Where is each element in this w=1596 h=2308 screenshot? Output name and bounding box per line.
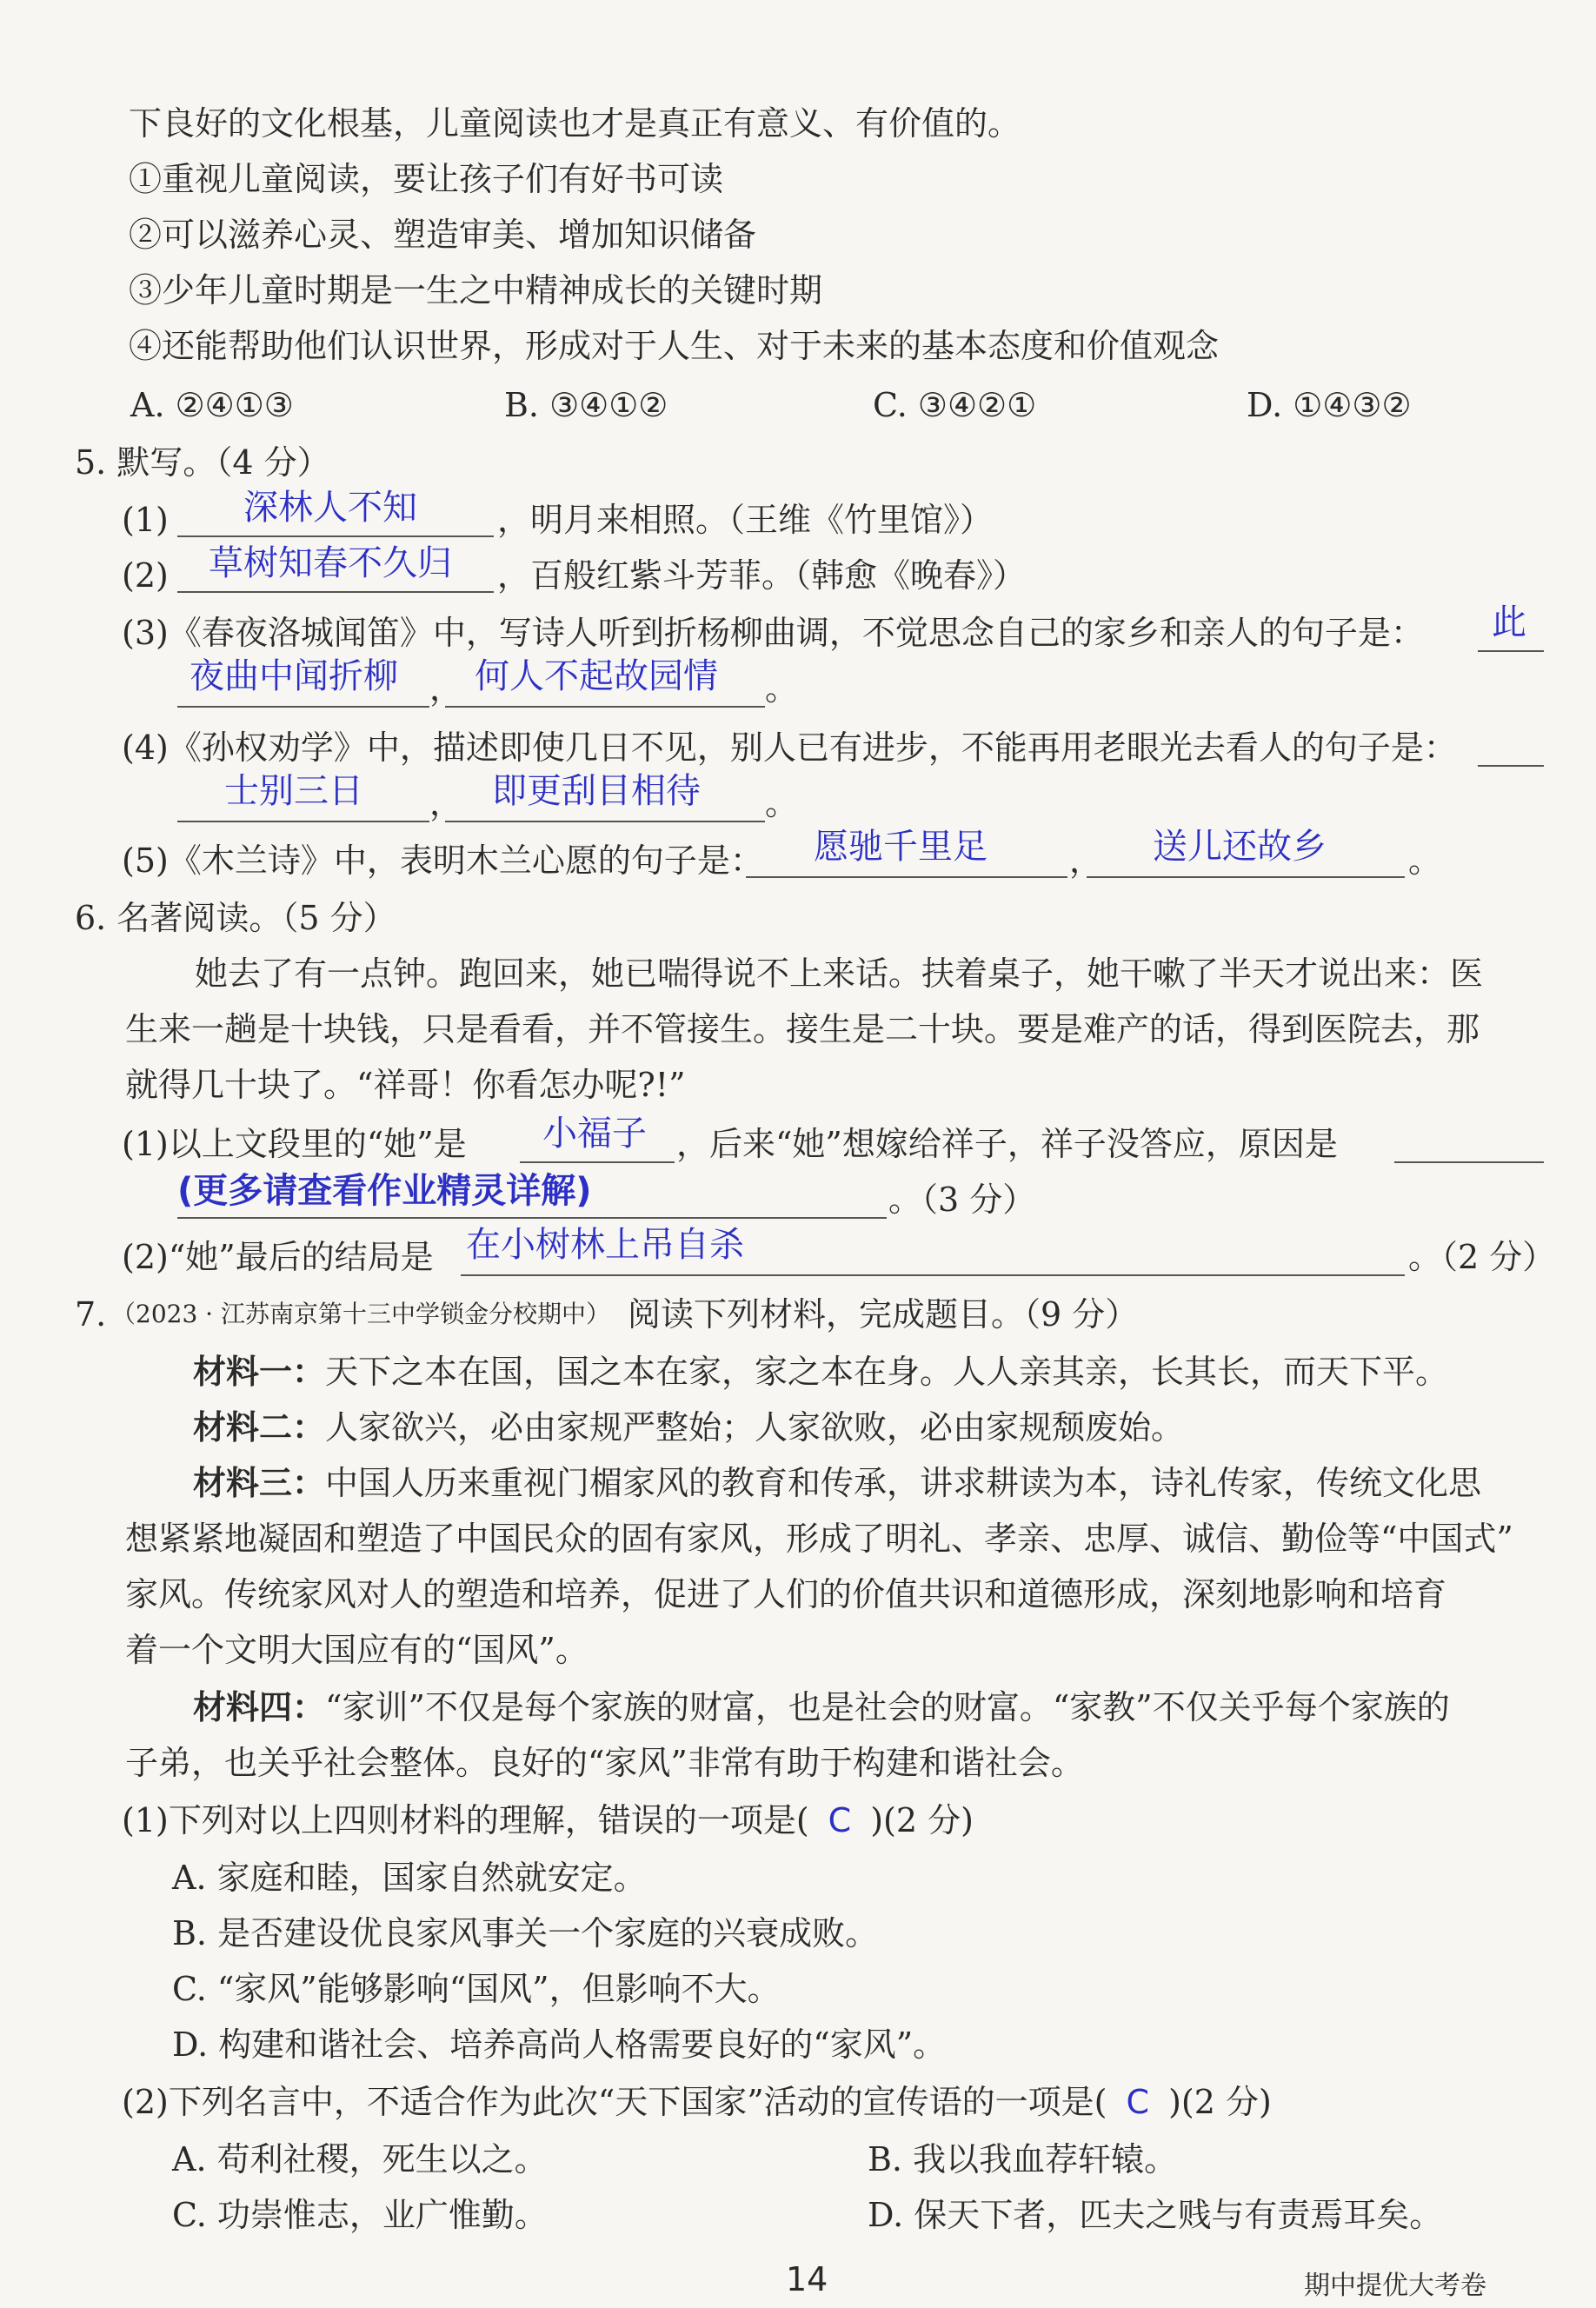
q4-option-a: A. ②④①③: [130, 386, 294, 424]
q5-p5-blank-1: [746, 876, 1067, 878]
page-number: 14: [786, 2260, 828, 2298]
q5-p4-blank-1: [177, 821, 429, 822]
q6-q1-end: 。（3 分）: [888, 1181, 1036, 1219]
q7-q2-option-b: B. 我以我血荐轩辕。: [868, 2140, 1178, 2178]
q7-material-4: [193, 1685, 1450, 1730]
q5-p1-num: (1): [122, 501, 169, 539]
q4-option-c: C. ③④②①: [873, 386, 1037, 424]
q7-material-2-text: 人家欲兴，必由家规严整始；人家欲败，必由家规颓废始。: [325, 1408, 1185, 1447]
q7-material-4-text-a: “家训”不仅是每个家族的财富，也是社会的财富。“家教”不仅关乎每个家族的: [325, 1688, 1450, 1726]
q6-q2-answer: 在小树林上吊自杀: [466, 1225, 744, 1265]
q4-option-d: D. ①④③②: [1247, 386, 1412, 424]
q7-source: （2023 · 江苏南京第十三中学锁金分校期中）: [111, 1300, 610, 1328]
q7-material-3-text-a: 中国人历来重视门楣家风的教育和传承，讲求耕读为本，诗礼传家，传统文化思: [325, 1464, 1482, 1502]
q6-q1-prefix: (1)以上文段里的“她”是: [122, 1125, 467, 1163]
q7-material-1-label: 材料一：: [193, 1352, 326, 1391]
q7-material-2: [193, 1405, 1184, 1450]
q5-p3-blank-2: [445, 706, 765, 708]
q5-p3-answer-2: 何人不起故园情: [475, 656, 718, 696]
q7-material-3: [193, 1460, 1481, 1506]
q5-p3-answer-0: 此: [1492, 602, 1526, 642]
q7-material-1: [193, 1349, 1448, 1394]
q5-p1-rest: ，明月来相照。（王维《竹里馆》）: [497, 501, 994, 539]
q6-q1-answer-1: 小福子: [542, 1114, 647, 1154]
q7-material-3-label: 材料三：: [193, 1463, 326, 1502]
q5-p4-comma: ，: [429, 784, 463, 822]
q7-q1-suffix: )(2 分): [870, 1801, 974, 1839]
q7-material-3-text-b: 想紧紧地凝固和塑造了中国民众的固有家风，形成了明礼、孝亲、忠厚、诚信、勤俭等“中国式”: [125, 1520, 1513, 1558]
q5-p5-blank-2: [1087, 876, 1405, 878]
q5-p5-comma: ，: [1069, 841, 1103, 880]
q7-q1-prefix: (1)下列对以上四则材料的理解，错误的一项是(: [122, 1801, 809, 1839]
q7-title: 阅读下列材料，完成题目。（9 分）: [628, 1295, 1139, 1334]
q5-p3-answer-1: 夜曲中闻折柳: [190, 656, 398, 696]
q7-q2-prefix: (2)下列名言中，不适合作为此次“天下国家”活动的宣传语的一项是(: [122, 2083, 1107, 2121]
q5-p3-comma: ，: [429, 669, 463, 708]
q5-p2-answer: 草树知春不久归: [209, 543, 452, 583]
q6-q1-blank-2a: [1394, 1161, 1544, 1163]
q5-p3-period: 。: [765, 669, 799, 708]
footer-label: 期中提优大考卷: [1304, 2271, 1486, 2301]
q7-q1-option-d: D. 构建和谐社会、培养高尚人格需要良好的“家风”。: [172, 2025, 947, 2064]
q7-q2-option-d: D. 保天下者，匹夫之贱与有责焉耳矣。: [868, 2196, 1443, 2234]
q5-p1-blank: [177, 535, 494, 537]
q4-sentence-1: ①重视儿童阅读，要让孩子们有好书可读: [129, 160, 724, 198]
q6-passage-line-3: 就得几十块了。“祥哥！你看怎办呢?!”: [125, 1066, 686, 1104]
q5-p4-period: 。: [765, 784, 799, 822]
q6-q1-blank-1: [520, 1161, 675, 1163]
q6-q2-end: 。（2 分）: [1408, 1238, 1556, 1276]
q7-q1-answer: C: [828, 1801, 852, 1839]
q5-p2-num: (2): [122, 556, 169, 595]
q6-q1-blank-2b: [177, 1217, 887, 1219]
q5-p1-answer: 深林人不知: [243, 488, 417, 528]
q7-q2-option-c: C. 功崇惟志，业广惟勤。: [172, 2196, 548, 2234]
q7-material-2-label: 材料二：: [193, 1407, 326, 1447]
q7-q2-suffix: )(2 分): [1168, 2083, 1272, 2121]
q5-p2-blank: [177, 591, 494, 593]
q5-p4-blank-0: [1478, 765, 1544, 767]
q6-q1-answer-2: (更多请查看作业精灵详解): [177, 1171, 592, 1211]
q5-p4-blank-2: [445, 821, 765, 822]
q7-material-1-text: 天下之本在国，国之本在家，家之本在身。人人亲其亲，长其长，而天下平。: [325, 1353, 1449, 1391]
q7-number: 7.: [75, 1295, 107, 1334]
q7-q1-option-a: A. 家庭和睦，国家自然就安定。: [172, 1859, 647, 1897]
q5-p5-answer-2: 送儿还故乡: [1153, 827, 1327, 867]
q5-p4-text: (4)《孙权劝学》中，描述即使几日不见，别人已有进步，不能再用老眼光去看人的句子是：: [122, 728, 1457, 767]
q4-sentence-4: ④还能帮助他们认识世界，形成对于人生、对于未来的基本态度和价值观念: [129, 327, 1220, 365]
q6-title: 6. 名著阅读。（5 分）: [75, 899, 396, 937]
q5-p5-answer-1: 愿驰千里足: [814, 827, 988, 867]
q4-sentence-2: ②可以滋养心灵、塑造审美、增加知识储备: [129, 216, 757, 254]
q7-q2-option-a: A. 苟利社稷，死生以之。: [172, 2140, 548, 2178]
q4-sentence-3: ③少年儿童时期是一生之中精神成长的关键时期: [129, 271, 823, 309]
q5-p3-blank-1: [177, 706, 429, 708]
q5-p5-period: 。: [1408, 841, 1442, 880]
q7-q1-option-c: C. “家风”能够影响“国风”，但影响不大。: [172, 1970, 781, 2008]
q6-passage-line-2: 生来一趟是十块钱，只是看看，并不管接生。接生是二十块。要是难产的话，得到医院去，那: [125, 1010, 1480, 1048]
q5-p4-answer-1: 士别三日: [224, 771, 363, 811]
q5-p3-text: (3)《春夜洛城闻笛》中，写诗人听到折杨柳曲调，不觉思念自己的家乡和亲人的句子是：: [122, 614, 1424, 652]
q7-q1-option-b: B. 是否建设优良家风事关一个家庭的兴衰成败。: [172, 1914, 879, 1952]
q7-q2: [122, 2079, 1272, 2125]
q7-q2-answer: C: [1126, 2083, 1150, 2121]
q5-p2-rest: ，百般红紫斗芳菲。（韩愈《晚春》）: [497, 556, 1027, 595]
q6-q2-prefix: (2)“她”最后的结局是: [122, 1238, 434, 1276]
q5-p3-blank-0: [1478, 650, 1544, 652]
q6-passage-line-1: 她去了有一点钟。跑回来，她已喘得说不上来话。扶着桌子，她干嗽了半天才说出来：医: [195, 954, 1484, 993]
q7-q1: [122, 1798, 974, 1843]
q7-material-3-text-c: 家风。传统家风对人的塑造和培养，促进了人们的价值共识和道德形成，深刻地影响和培育: [125, 1575, 1447, 1613]
q4-lead-text: 下良好的文化根基，儿童阅读也才是真正有意义、有价值的。: [129, 104, 1021, 143]
q6-q1-middle: ，后来“她”想嫁给祥子，祥子没答应，原因是: [676, 1125, 1338, 1163]
q7-material-4-text-b: 子弟，也关乎社会整体。良好的“家风”非常有助于构建和谐社会。: [125, 1744, 1084, 1782]
q5-p4-answer-2: 即更刮目相待: [492, 771, 701, 811]
q6-q2-blank: [461, 1274, 1405, 1276]
q4-option-b: B. ③④①②: [504, 386, 668, 424]
q5-title: 5. 默写。（4 分）: [75, 443, 330, 482]
q7-material-3-text-d: 着一个文明大国应有的“国风”。: [125, 1631, 589, 1669]
q5-p5-text: (5)《木兰诗》中，表明木兰心愿的句子是：: [122, 841, 763, 880]
q7-material-4-label: 材料四：: [193, 1687, 326, 1726]
